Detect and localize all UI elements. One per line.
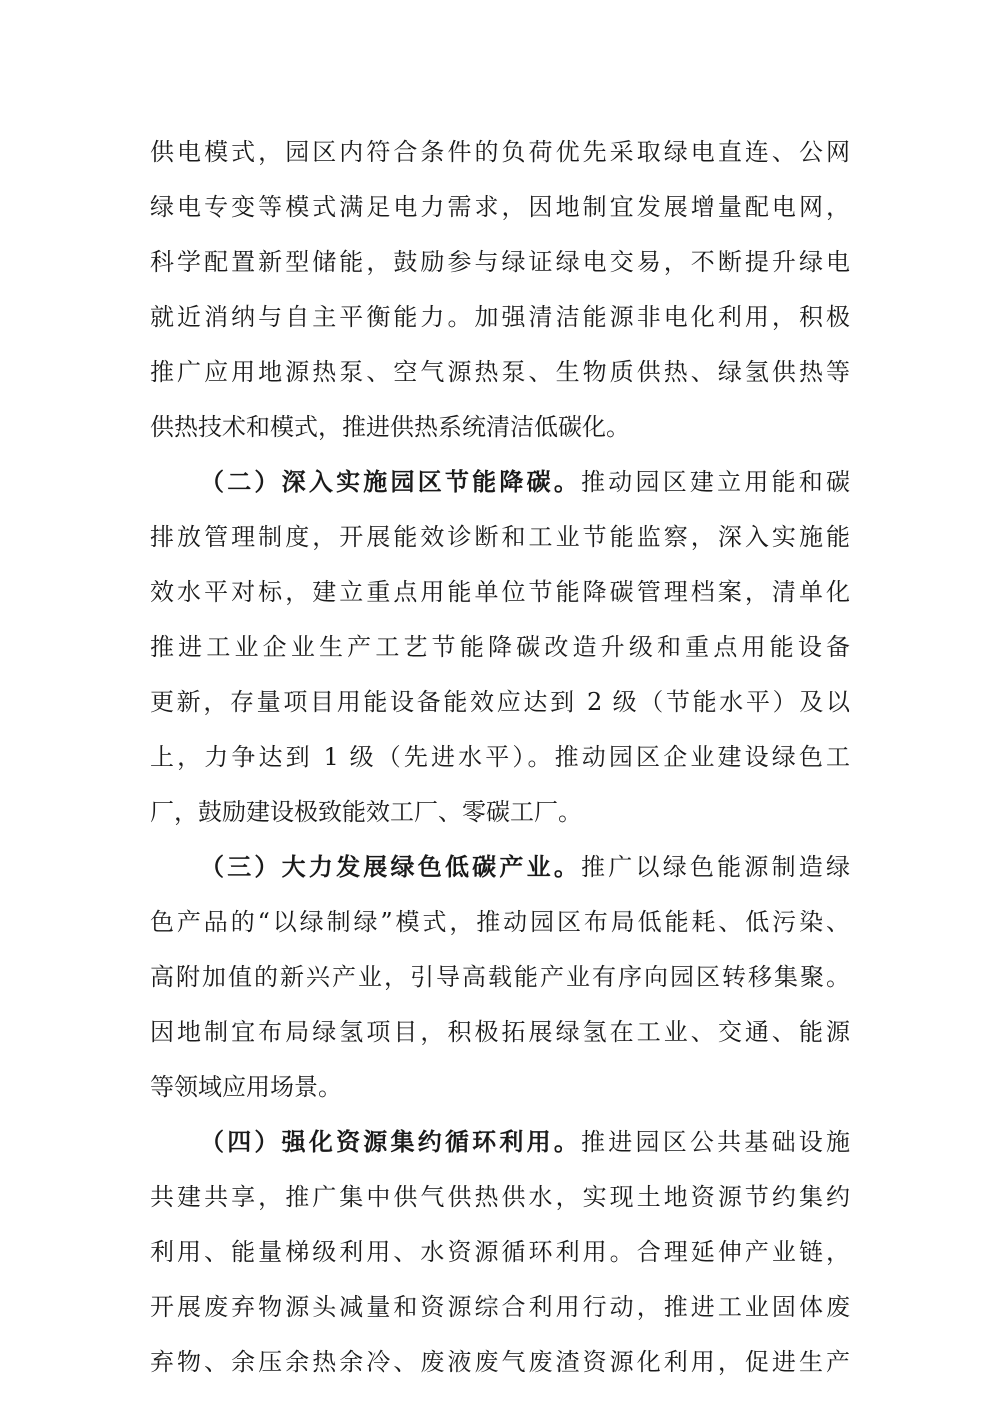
text-line: 等领域应用场景。 bbox=[150, 1073, 342, 1101]
text-line: 弃物、余压余热余冷、废液废气废渣资源化利用，促进生产 bbox=[150, 1348, 850, 1376]
text-line: 就近消纳与自主平衡能力。加强清洁能源非电化利用，积极 bbox=[150, 303, 850, 331]
text-line: 因地制宜布局绿氢项目，积极拓展绿氢在工业、交通、能源 bbox=[150, 1018, 850, 1046]
text-line: 利用、能量梯级利用、水资源循环利用。合理延伸产业链， bbox=[150, 1238, 850, 1266]
paragraph-energy-saving bbox=[150, 455, 850, 840]
paragraph-power-supply bbox=[150, 125, 850, 455]
section-heading-4: （四）强化资源集约循环利用。 bbox=[200, 1128, 582, 1156]
section-heading-3: （三）大力发展绿色低碳产业。 bbox=[200, 853, 582, 881]
text-line-tail: 推动园区建立用能和碳 bbox=[581, 468, 850, 496]
text-line-tail: 推进园区公共基础设施 bbox=[581, 1128, 850, 1156]
text-line bbox=[150, 1115, 850, 1170]
text-line: 厂，鼓励建设极致能效工厂、零碳工厂。 bbox=[150, 798, 582, 826]
text-line: 绿电专变等模式满足电力需求，因地制宜发展增量配电网， bbox=[150, 193, 850, 221]
text-line bbox=[150, 840, 850, 895]
text-line bbox=[150, 455, 850, 510]
text-line: 科学配置新型储能，鼓励参与绿证绿电交易，不断提升绿电 bbox=[150, 248, 850, 276]
text-line: 色产品的“以绿制绿”模式，推动园区布局低能耗、低污染、 bbox=[150, 908, 850, 936]
document-body bbox=[150, 125, 850, 1390]
text-line: 共建共享，推广集中供气供热供水，实现土地资源节约集约 bbox=[150, 1183, 850, 1211]
text-line: 排放管理制度，开展能效诊断和工业节能监察，深入实施能 bbox=[150, 523, 850, 551]
text-line: 效水平对标，建立重点用能单位节能降碳管理档案，清单化 bbox=[150, 578, 850, 606]
text-line: 供电模式，园区内符合条件的负荷优先采取绿电直连、公网 bbox=[150, 138, 850, 166]
text-line: 上，力争达到 1 级（先进水平）。推动园区企业建设绿色工 bbox=[150, 743, 850, 771]
text-line: 供热技术和模式，推进供热系统清洁低碳化。 bbox=[150, 413, 630, 441]
text-line: 推进工业企业生产工艺节能降碳改造升级和重点用能设备 bbox=[150, 633, 850, 661]
text-line-tail: 推广以绿色能源制造绿 bbox=[581, 853, 850, 881]
paragraph-green-industry bbox=[150, 840, 850, 1115]
section-heading-2: （二）深入实施园区节能降碳。 bbox=[200, 468, 582, 496]
text-line: 开展废弃物源头减量和资源综合利用行动，推进工业固体废 bbox=[150, 1293, 850, 1321]
text-line: 高附加值的新兴产业，引导高载能产业有序向园区转移集聚。 bbox=[150, 963, 850, 991]
text-line: 更新，存量项目用能设备能效应达到 2 级（节能水平）及以 bbox=[150, 688, 850, 716]
paragraph-resource-recycling bbox=[150, 1115, 850, 1390]
text-line: 推广应用地源热泵、空气源热泵、生物质供热、绿氢供热等 bbox=[150, 358, 850, 386]
